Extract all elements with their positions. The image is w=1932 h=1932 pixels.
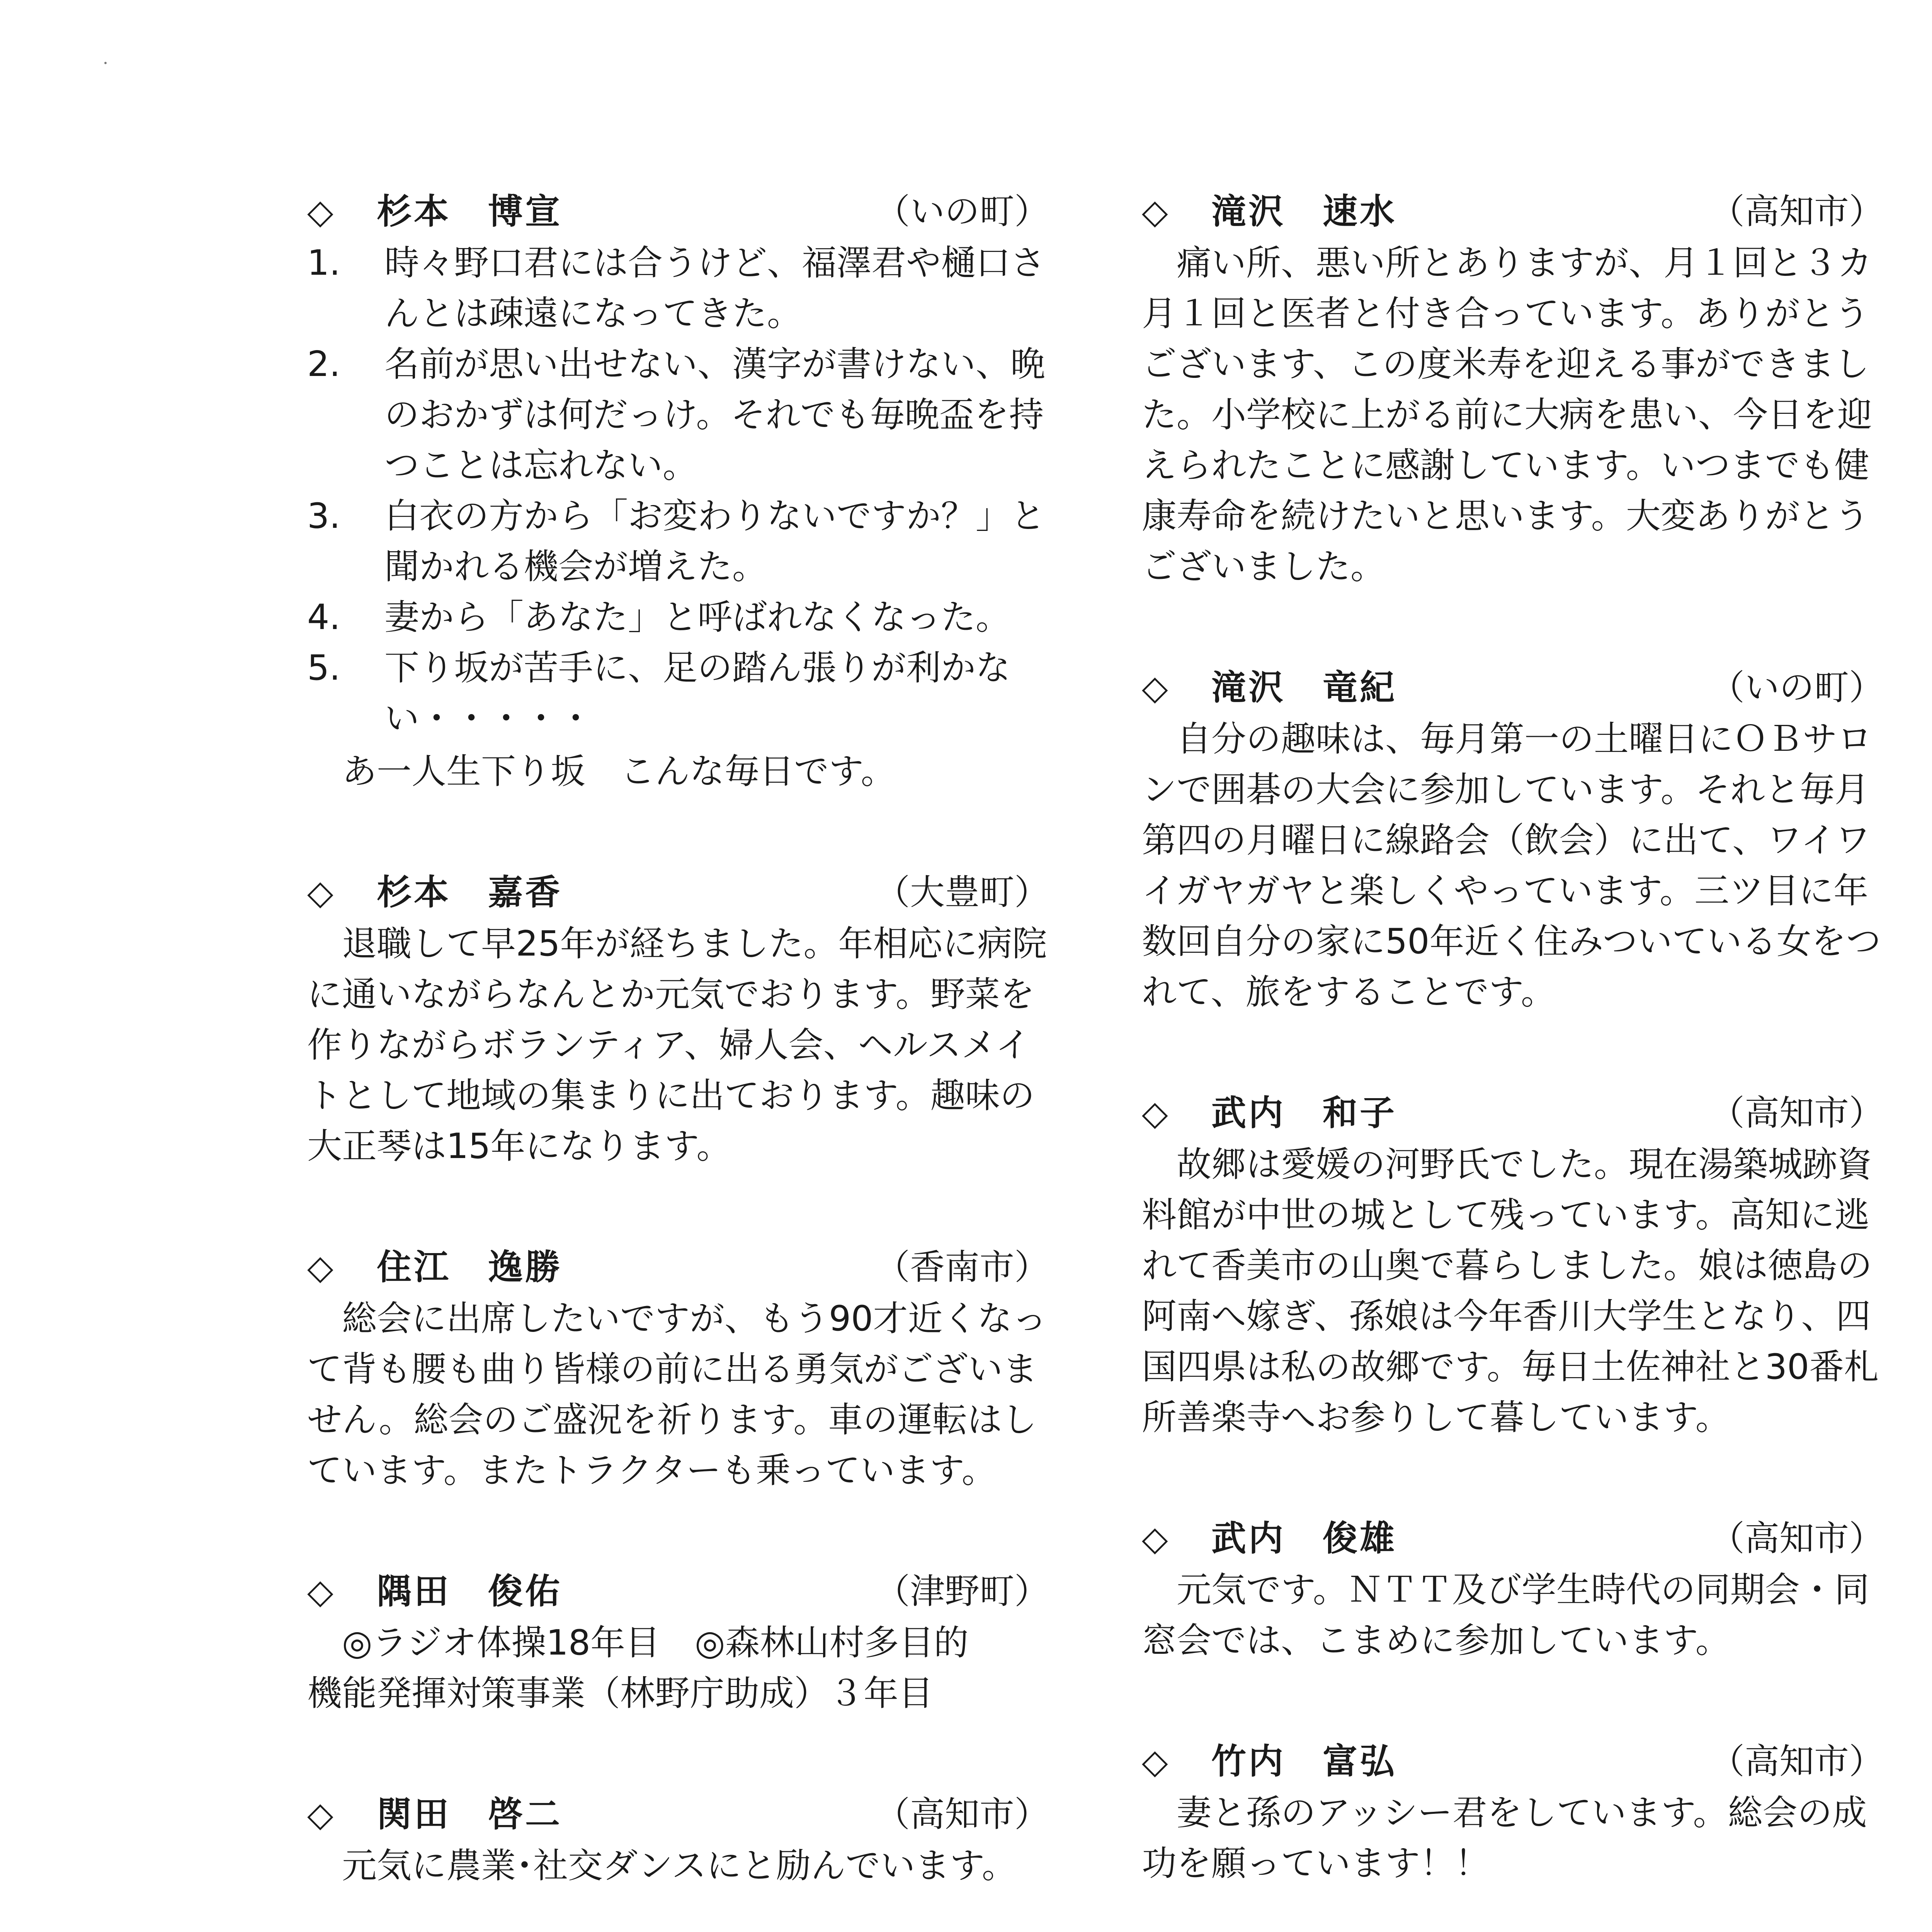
entry-sekita-keiji xyxy=(307,1788,1049,1891)
right-column xyxy=(1142,185,1884,1932)
closing-line: あ一人生下り坂 こんな毎日です。 xyxy=(342,751,896,792)
member-message: 自分の趣味は、毎月第一の土曜日にＯＢサロンで囲碁の大会に参加しています。それと毎月第四の月曜日に線路会（飲会）に出て、ワイワイガヤガヤと楽しくやっています。三ツ目に年数回自分の家に50年近く住みついている女をつれて、旅をすることです。 xyxy=(1142,719,1881,1012)
member-location: （大豊町） xyxy=(875,872,1049,913)
entry-takeuchi-tomihiro xyxy=(1142,1735,1884,1889)
member-name: 武内 和子 xyxy=(1211,1093,1397,1133)
scan-speck xyxy=(104,62,107,64)
diamond-bullet-icon: ◇ xyxy=(1142,1519,1168,1558)
entry-header xyxy=(1142,185,1884,238)
member-name: 杉本 嘉香 xyxy=(377,872,562,913)
list-number: 5. xyxy=(307,648,340,688)
entry-header xyxy=(307,185,1049,238)
entry-takizawa-hayami xyxy=(1142,185,1884,592)
list-item xyxy=(307,238,1049,339)
diamond-bullet-icon: ◇ xyxy=(1142,1093,1168,1133)
entry-header xyxy=(307,866,1049,918)
member-location: （津野町） xyxy=(875,1571,1049,1612)
diamond-bullet-icon: ◇ xyxy=(307,1571,333,1611)
diamond-bullet-icon: ◇ xyxy=(307,1794,333,1834)
entry-header xyxy=(307,1788,1049,1840)
diamond-bullet-icon: ◇ xyxy=(307,872,333,912)
member-location: （高知市） xyxy=(1710,1741,1884,1782)
diamond-bullet-icon: ◇ xyxy=(1142,1742,1168,1781)
entry-sugimoto-hironobu xyxy=(307,185,1049,797)
entry-header xyxy=(1142,662,1884,714)
list-number: 3. xyxy=(307,496,340,536)
list-text: 下り坂が苦手に、足の踏ん張りが利かない・・・・・ xyxy=(384,648,1010,739)
list-item xyxy=(307,592,1049,643)
list-item xyxy=(307,491,1049,592)
member-location: （いの町） xyxy=(875,191,1049,232)
member-location: （いの町） xyxy=(1710,667,1884,708)
list-item xyxy=(307,643,1049,744)
member-message: 妻と孫のアッシー君をしています。総会の成功を願っています！！ xyxy=(1142,1793,1867,1884)
list-text: 妻から「あなた」と呼ばれなくなった。 xyxy=(384,597,1010,638)
entry-header xyxy=(1142,1735,1884,1787)
diamond-bullet-icon: ◇ xyxy=(307,192,333,231)
entry-sugimoto-yoshika xyxy=(307,866,1049,1172)
member-name: 竹内 富弘 xyxy=(1211,1741,1397,1782)
member-name: 住江 逸勝 xyxy=(377,1247,562,1287)
member-name: 関田 啓二 xyxy=(377,1794,562,1835)
diamond-bullet-icon: ◇ xyxy=(1142,668,1168,707)
entry-header xyxy=(1142,1512,1884,1565)
member-message: 元気です。ＮＴＴ及び学生時代の同期会・同窓会では、こまめに参加しています。 xyxy=(1142,1570,1869,1661)
member-message: 元気に農業･社交ダンスにと励んでいます。 xyxy=(342,1845,1017,1886)
member-name: 滝沢 速水 xyxy=(1211,191,1397,232)
list-item xyxy=(307,339,1049,491)
entry-header xyxy=(1142,1087,1884,1139)
entry-takeuchi-kazuko xyxy=(1142,1087,1884,1443)
member-message: 痛い所、悪い所とありますが、月１回と３カ月１回と医者と付き合っています。ありがとうございます、この度米寿を迎える事ができました。小学校に上がる前に大病を患い、今日を迎えられたことに感謝しています。いつまでも健康寿命を続けたいと思います。大変ありがとうございました。 xyxy=(1142,243,1872,587)
entry-header xyxy=(307,1565,1049,1617)
member-location: （高知市） xyxy=(875,1794,1049,1835)
member-location: （高知市） xyxy=(1710,191,1884,232)
list-number: 4. xyxy=(307,597,340,638)
message-line: 機能発揮対策事業（林野庁助成）３年目 xyxy=(307,1673,933,1714)
entry-sumie-itsukatsu xyxy=(307,1241,1049,1496)
list-text: 時々野口君には合うけど、福澤君や樋口さんとは疎遠になってきた。 xyxy=(384,243,1045,334)
entry-header xyxy=(307,1241,1049,1293)
member-name: 武内 俊雄 xyxy=(1211,1518,1397,1559)
diamond-bullet-icon: ◇ xyxy=(1142,192,1168,231)
diamond-bullet-icon: ◇ xyxy=(307,1247,333,1287)
list-text: 白衣の方から「お変わりないですか？」と聞かれる機会が増えた。 xyxy=(384,496,1045,587)
member-message: 故郷は愛媛の河野氏でした。現在湯築城跡資料館が中世の城として残っています。高知に逃れて香美市の山奥で暮らしました。娘は徳島の阿南へ嫁ぎ、孫娘は今年香川大学生となり、四国四県は私の故郷です。毎日土佐神社と30番札所善楽寺へお参りして暮しています。 xyxy=(1142,1144,1879,1438)
message-line: ◎ラジオ体操18年目 ◎森林山村多目的 xyxy=(342,1622,969,1663)
entry-takeuchi-toshio xyxy=(1142,1512,1884,1666)
left-column xyxy=(307,185,1049,1932)
list-number: 2. xyxy=(307,344,340,384)
member-name: 滝沢 竜紀 xyxy=(1211,667,1397,708)
member-location: （香南市） xyxy=(875,1247,1049,1287)
entry-takizawa-tatsunori xyxy=(1142,662,1884,1017)
entry-sumida-shunsuke xyxy=(307,1565,1049,1719)
member-name: 杉本 博宣 xyxy=(377,191,562,232)
list-text: 名前が思い出せない、漢字が書けない、晩のおかずは何だっけ。それでも毎晩盃を持つことは忘れない。 xyxy=(384,344,1045,486)
member-location: （高知市） xyxy=(1710,1518,1884,1559)
member-message: 退職して早25年が経ちました。年相応に病院に通いながらなんとか元気でおります。野菜を作りながらボランティア、婦人会、ヘルスメイトとして地域の集まりに出ております。趣味の大正琴は15年になります。 xyxy=(307,923,1047,1167)
member-name: 隅田 俊佑 xyxy=(377,1571,562,1612)
list-number: 1. xyxy=(307,243,340,283)
member-message: 総会に出席したいですが、もう90才近くなって背も腰も曲り皆様の前に出る勇気がございません。総会のご盛況を祈ります。車の運転はしています。またトラクターも乗っています。 xyxy=(307,1298,1047,1491)
member-location: （高知市） xyxy=(1710,1093,1884,1133)
